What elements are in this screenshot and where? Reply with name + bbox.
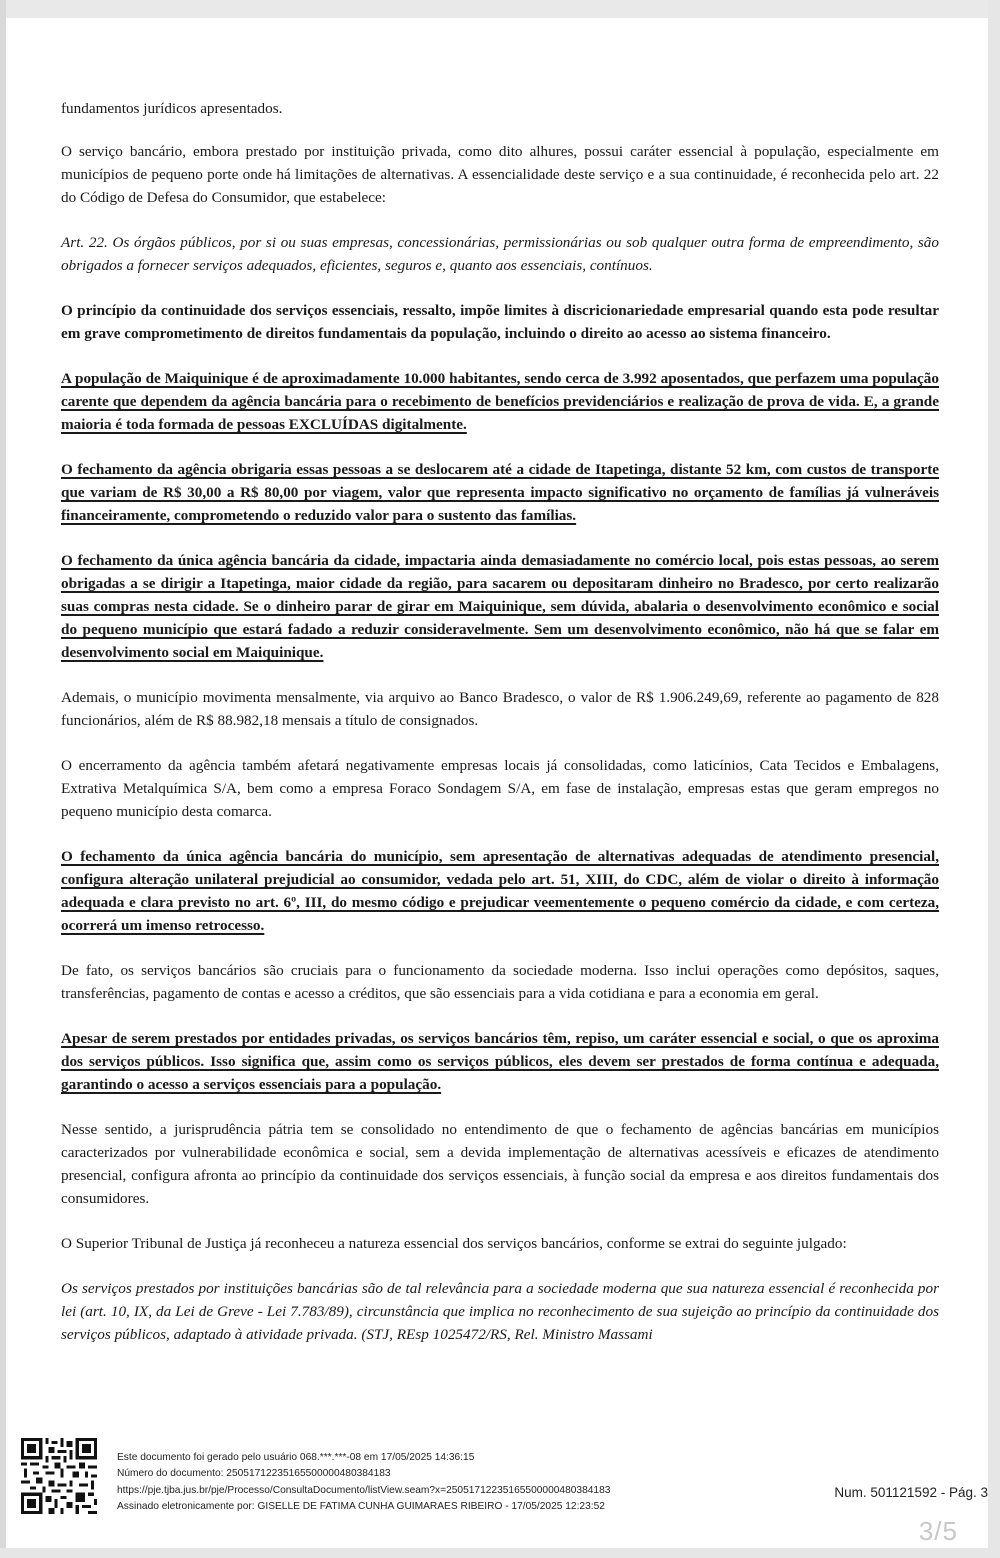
footer-document-number: Número do documento: 25051712235165500000480384183 [117,1468,391,1480]
qr-code-icon [21,1438,97,1514]
highlighted-paragraph: O fechamento da única agência bancária do município, sem apresentação de alternativas adequadas de atendimento presencial, configura alteração unilateral prejudicial ao consumidor, vedada pelo art. 51, XIII, do CDC, além de violar o direito à informação adequada e clara previsto no art. 6º, III, do mesmo código e prejudicar veementemente o pequeno comércio da cidade, e com certeza, ocorrerá um imenso retrocesso. [61,848,939,934]
footer-signature: Assinado eletronicamente por: GISELLE DE FATIMA CUNHA GUIMARAES RIBEIRO - 17/05/2025 12:23:52 [117,1500,605,1512]
paragraph: De fato, os serviços bancários são cruciais para o funcionamento da sociedade moderna. Isso inclui operações como depósitos, saques, transferências, pagamento de contas e acesso a créditos, que são essenciais para a vida cotidiana e para a economia em geral. [61,962,939,1002]
quote-paragraph: Art. 22. Os órgãos públicos, por si ou suas empresas, concessionárias, permissionárias ou sob qualquer outra forma de empreendimento, são obrigados a fornecer serviços adequados, eficientes, seguros e, quanto aos essenciais, contínuos. [61,234,939,274]
paragraph: fundamentos jurídicos apresentados. [61,100,283,117]
paragraph: Ademais, o município movimenta mensalmente, via arquivo ao Banco Bradesco, o valor de R$ 1.906.249,69, referente ao pagamento de 828 funcionários, além de R$ 88.982,18 mensais a título de consignados. [61,689,939,729]
quote-paragraph: Os serviços prestados por instituições bancárias são de tal relevância para a sociedade moderna que sua natureza essencial é reconhecida por lei (art. 10, IX, da Lei de Greve - Lei 7.783/89), circunstância que implica no reconhecimento de sua sujeição ao princípio da continuidade dos serviços públicos, adaptado à atividade privada. (STJ, REsp 1025472/RS, Rel. Ministro Massami [61,1280,939,1343]
footer-generated-by: Este documento foi gerado pelo usuário 068.***.***-08 em 17/05/2025 14:36:15 [117,1452,475,1463]
viewer-page-indicator: 3/5 [918,1516,958,1546]
bold-paragraph: O princípio da continuidade dos serviços essenciais, ressalto, impõe limites à discricionariedade empresarial quando esta pode resultar em grave comprometimento de direitos fundamentais da população, incluindo o direito ao acesso ao sistema financeiro. [61,302,939,342]
paragraph: Nesse sentido, a jurisprudência pátria tem se consolidado no entendimento de que o fechamento de agências bancárias em municípios caracterizados por vulnerabilidade econômica e social, sem a devida implementação de alternativas acessíveis e eficazes de atendimento presencial, configura afronta ao princípio da continuidade dos serviços essenciais, à função social da empresa e aos direitos fundamentais dos consumidores. [61,1121,939,1207]
highlighted-paragraph: Apesar de serem prestados por entidades privadas, os serviços bancários têm, repiso, um caráter essencial e social, o que os aproxima dos serviços públicos. Isso significa que, assim como os serviços públicos, eles devem ser prestados de forma contínua e adequada, garantindo o acesso a serviços essenciais para a população. [61,1030,939,1093]
paragraph: O encerramento da agência também afetará negativamente empresas locais já consolidadas, como laticínios, Cata Tecidos e Embalagens, Extrativa Metalquímica S/A, bem como a empresa Foraco Sondagem S/A, em fase de instalação, empresas estas que geram empregos no pequeno município desta comarca. [61,757,939,820]
footer-info [117,1450,610,1515]
page-number: Num. 501121592 - Pág. 3 [834,1485,988,1500]
highlighted-paragraph: A população de Maiquinique é de aproximadamente 10.000 habitantes, sendo cerca de 3.992 aposentados, que perfazem uma população carente que dependem da agência bancária para o recebimento de benefícios previdenciários e realização de prova de vida. E, a grande maioria é toda formada de pessoas EXCLUÍDAS digitalmente. [61,370,939,433]
highlighted-paragraph: O fechamento da agência obrigaria essas pessoas a se deslocarem até a cidade de Itapetinga, distante 52 km, com custos de transporte que variam de R$ 30,00 a R$ 80,00 por viagem, valor que representa impacto significativo no orçamento de famílias já vulneráveis financeiramente, comprometendo o reduzido valor para o sustento das famílias. [61,461,939,524]
viewer-left-edge [0,0,6,1558]
highlighted-paragraph: O fechamento da única agência bancária da cidade, impactaria ainda demasiadamente no comércio local, pois estas pessoas, ao serem obrigadas a se dirigir a Itapetinga, maior cidade da região, para sacarem ou depositaram dinheiro no Bradesco, por certo realizarão suas compras nesta cidade. Se o dinheiro parar de girar em Maiquinique, sem dúvida, abalaria o desenvolvimento econômico e social do pequeno município que estará fadado a reduzir consideravelmente. Sem um desenvolvimento econômico, não há que se falar em desenvolvimento social em Maiquinique. [61,552,939,661]
viewer-bottom-edge [0,1548,1000,1558]
viewer-top-edge [0,0,1000,18]
document-footer [18,1436,988,1536]
paragraph: O serviço bancário, embora prestado por instituição privada, como dito alhures, possui caráter essencial à população, especialmente em municípios de pequeno porte onde há limitações de alternativas. A essencialidade deste serviço e a sua continuidade, é reconhecida pelo art. 22 do Código de Defesa do Consumidor, que estabelece: [61,143,939,206]
document-body [61,97,939,1368]
paragraph: O Superior Tribunal de Justiça já reconheceu a natureza essencial dos serviços bancários, conforme se extrai do seguinte julgado: [61,1235,847,1252]
footer-document-url[interactable]: https://pje.tjba.jus.br/pje/Processo/ConsultaDocumento/listView.seam?x=25051712235165500000480384183 [117,1484,611,1496]
viewer-right-edge [988,0,1000,1558]
